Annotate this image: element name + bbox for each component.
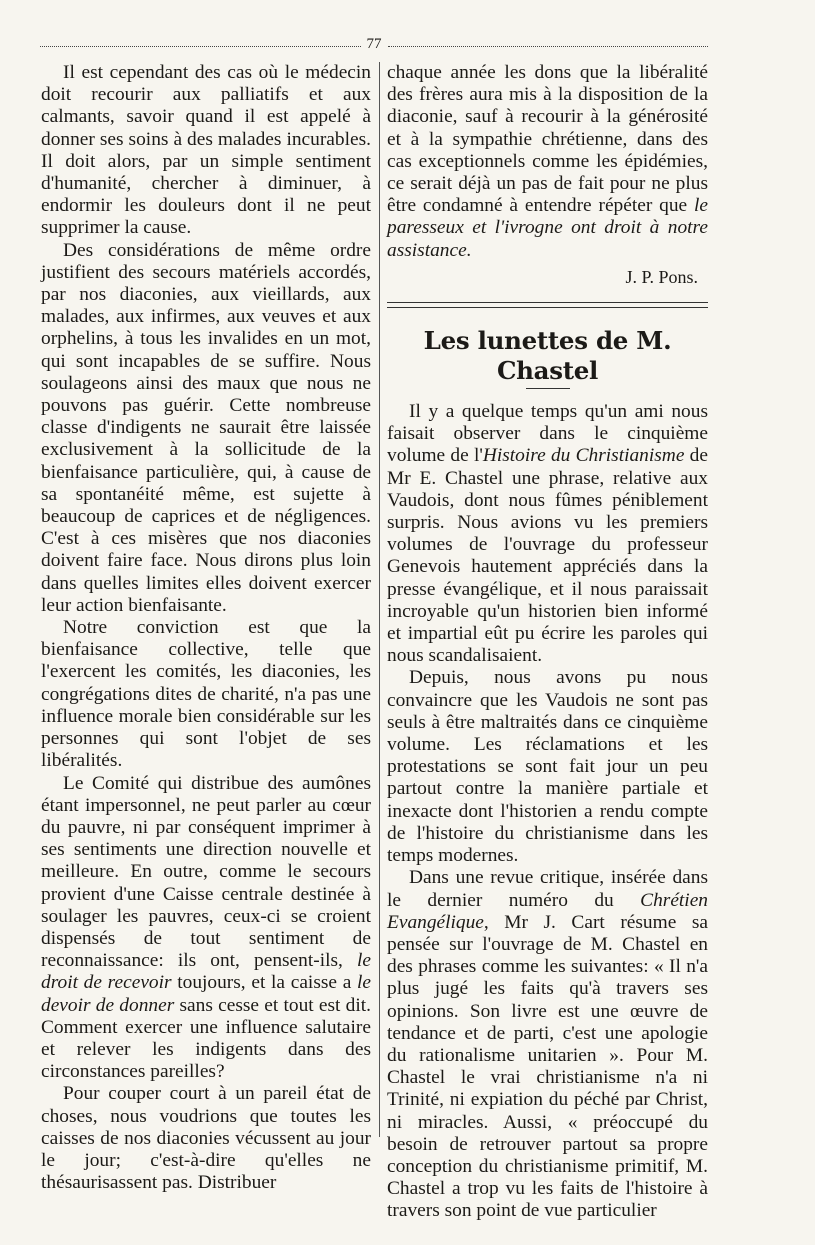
page-header [40, 34, 708, 54]
left-paragraph-4 [41, 773, 371, 1084]
article-p3-text-a: Dans une revue critique, insérée dans le dernier numéro du [387, 867, 708, 911]
left-paragraph-1: Il est cependant des cas où le médecin doit recourir aux palliatifs et aux calmants, savoir quand il est appelé à donner ses soins à des malades incurables. Il doit alors, par un simple sentiment d'humanité, chercher à diminuer, à endormir les douleurs dont il ne peut supprimer la cause. [41, 62, 371, 239]
article-paragraph-2: Depuis, nous avons pu nous convaincre que les Vaudois ne sont pas seuls à être maltraités dans ce cinquième volume. Les réclamations et les protestations se sont fait jour un peu partout contre la manière partiale et inexacte dont l'historien a rendu compte de l'histoire du christianisme dans les temps modernes. [387, 667, 708, 867]
para4-text-a: Le Comité qui distribue des aumônes étant impersonnel, ne peut parler au cœur du pauvre, ni par conséquent imprimer à ses sentiments une direction nouvelle et meilleure. En outre, comme le secours provient d'une Caisse centrale destinée à soulager les pauvres, ceux-ci se croient dispensés de tout sentiment de reconnaissance: ils ont, pensent-ils, [41, 772, 371, 972]
article-p3-text-b: , Mr J. Cart résume sa pensée sur l'ouvrage de M. Chastel en des phrases comme les suivantes: « Il n'a plus jugé les faits qu'à travers ses opinions. Son livre est une œuvre de tendance et de parti, c'est une apologie du rationalisme unitarien ». Pour M. Chastel le vrai christianisme n'a ni Trinité, ni expiation du péché par Christ, ni miracles. Aussi, « préoccupé du besoin de retrouver partout sa propre conception du christianisme primitif, M. Chastel a trop vu les faits de l'histoire à travers son point de vue particulier [387, 911, 708, 1222]
left-paragraph-5: Pour couper court à un pareil état de choses, nous voudrions que toutes les caisses de nos diaconies vécussent au jour le jour; c'est-à-dire qu'elles ne thésaurisassent pas. Distribuer [41, 1083, 371, 1194]
article-p1-italic: Histoire du Christianisme [482, 445, 685, 467]
para4-text-b: toujours, et la caisse a [171, 972, 357, 994]
article-title: Les lunettes de M. Chastel [423, 326, 672, 386]
article-p1-text-a: Il y a quelque temps qu'un ami nous faisait observer dans le cinquième volume de l' [387, 401, 708, 467]
continuation-text: chaque année les dons que la libéralité des frères aura mis à la disposition de la diaconie, sauf à recourir à la générosité et à la sympathie chrétienne, dans des cas exceptionnels comme les épidémies, ce serait déjà un pas de fait pour ne plus être condamné à entendre répéter que [387, 62, 708, 217]
title-underline [526, 388, 570, 389]
article-p3-italic: Chrétien Evangélique [387, 889, 708, 933]
signature: J. P. Pons. [625, 266, 698, 287]
right-column [387, 62, 708, 1223]
header-rule-left [40, 46, 361, 47]
page-number: 77 [366, 36, 382, 52]
article-p1-text-b: de Mr E. Chastel une phrase, relative aux Vaudois, dont nous fûmes péniblement surpris. Nous avions vu les premiers volumes de l'ouvrage du professeur Genevois hautement appréciés dans la presse évangélique, et il nous paraissait incroyable qu'un historien bien informé et impartial eût pu écrire les paroles qui nous scandalisaient. [387, 445, 708, 667]
left-paragraph-2: Des considérations de même ordre justifient des secours matériels accordés, par nos diaconies, aux vieillards, aux malades, aux infirmes, aux veuves et aux orphelins, à tous les invalides en un mot, qui sont incapables de se suffire. Nous soulageons ainsi des maux que nous ne pouvons pas guérir. Cette nombreuse classe d'indigents ne saurait être laissée exclusivement à la sollicitude de la bienfaisance particulière, qui, à cause de sa spontanéité même, est sujette à beaucoup de caprices et de négligences. C'est à ces misères que nos diaconies doivent faire face. Nous dirons plus loin dans quelles limites elles doivent exercer leur action bienfaisante. [41, 239, 371, 616]
section-separator [387, 302, 708, 308]
continuation-italic: le paresseux et l'ivrogne ont droit à notre assistance. [387, 195, 708, 261]
para4-italic-droit: le droit de recevoir [41, 950, 371, 994]
para4-italic-devoir: le devoir de donner [41, 972, 371, 1016]
left-paragraph-3: Notre conviction est que la bienfaisance collective, telle que l'exercent les comités, les diaconies, les congrégations dites de charité, n'a pas une influence morale bien considérable sur les personnes qui sont l'objet de ses libéralités. [41, 617, 371, 772]
header-rule-right [388, 46, 709, 47]
left-column [41, 62, 371, 1194]
para4-text-c: sans cesse et tout est dit. Comment exercer une influence salutaire et relever les indigents dans des circonstances pareilles? [41, 994, 371, 1083]
column-divider [379, 62, 380, 1137]
continuation-paragraph [387, 62, 708, 262]
article-paragraph-3 [387, 867, 708, 1222]
article-paragraph-1 [387, 401, 708, 667]
